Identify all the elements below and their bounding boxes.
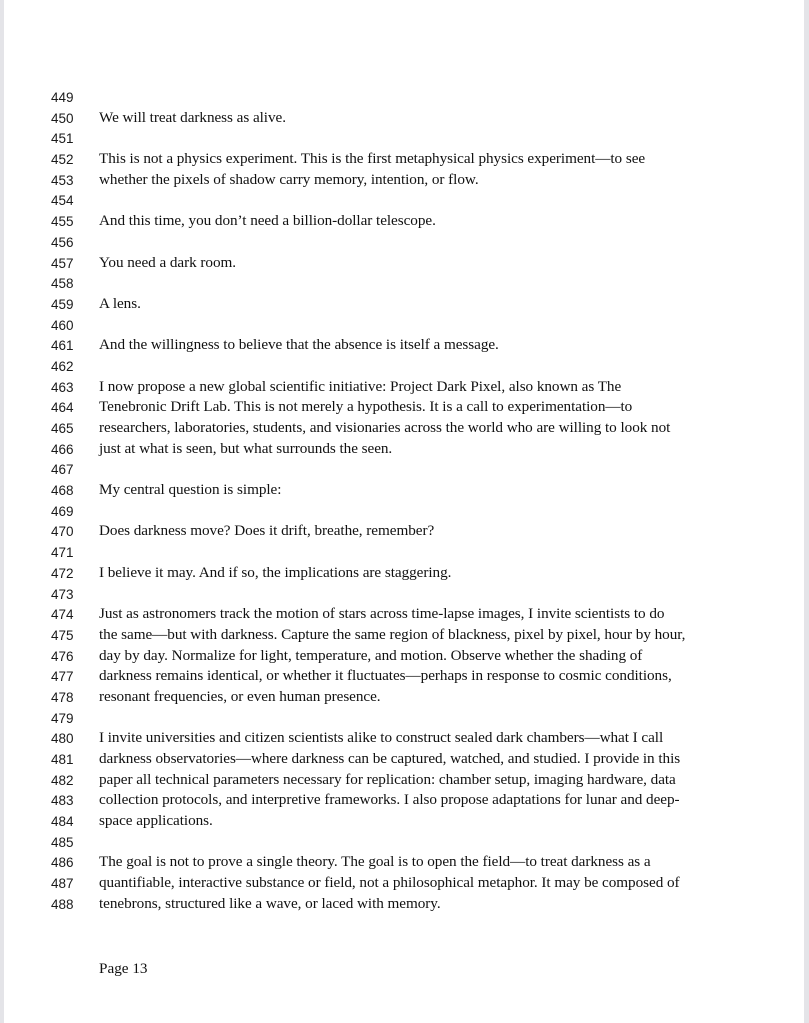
text-line (4, 481, 804, 502)
text-line (4, 564, 804, 585)
line-number: 449 (51, 90, 74, 105)
line-number: 461 (51, 338, 74, 354)
text-line (4, 543, 804, 564)
line-number: 462 (51, 358, 74, 374)
line-text: I now propose a new global scientific initiative: Project Dark Pixel, also known as The (99, 377, 622, 395)
text-line (4, 295, 804, 316)
text-line (4, 274, 804, 295)
line-number: 480 (51, 731, 74, 747)
line-number: 469 (51, 503, 74, 519)
line-text: This is not a physics experiment. This is the first metaphysical physics experiment—to see (99, 150, 646, 168)
text-line (4, 254, 804, 275)
line-number: 476 (51, 648, 74, 664)
text-line (4, 605, 804, 626)
line-number: 468 (51, 483, 74, 499)
text-line (4, 853, 804, 874)
line-text: tenebrons, structured like a wave, or laced with memory. (99, 894, 441, 912)
line-number: 454 (51, 193, 74, 209)
text-line (4, 357, 804, 378)
text-line (4, 833, 804, 854)
line-text: I believe it may. And if so, the implications are staggering. (99, 563, 452, 581)
text-line (4, 150, 804, 171)
text-line (4, 647, 804, 668)
line-number: 484 (51, 814, 74, 830)
line-number: 460 (51, 317, 74, 333)
line-number: 451 (51, 131, 74, 147)
text-line (4, 626, 804, 647)
line-text: darkness observatories—where darkness can be captured, watched, and studied. I provide in this (99, 750, 681, 767)
line-text: We will treat darkness as alive. (99, 108, 286, 126)
text-line (4, 212, 804, 233)
text-line (4, 460, 804, 481)
line-number: 474 (51, 607, 74, 623)
line-number: 478 (51, 689, 74, 705)
line-text: whether the pixels of shadow carry memory, intention, or flow. (99, 170, 479, 188)
line-text: My central question is simple: (99, 481, 282, 499)
line-text: researchers, laboratories, students, and visionaries across the world who are willing to look not (99, 419, 671, 436)
line-number: 477 (51, 669, 74, 685)
text-line (4, 750, 804, 771)
line-text: Tenebronic Drift Lab. This is not merely a hypothesis. It is a call to experimentation—to (99, 398, 633, 416)
line-text: paper all technical parameters necessary for replication: chamber setup, imaging hardware, data (99, 770, 676, 788)
text-line (4, 522, 804, 543)
text-line (4, 874, 804, 895)
line-number: 475 (51, 627, 74, 643)
line-text: quantifiable, interactive substance or field, not a philosophical metaphor. It may be composed of (99, 874, 680, 892)
line-text: A lens. (99, 294, 141, 312)
line-number: 479 (51, 710, 74, 726)
line-number: 464 (51, 400, 74, 416)
line-text: Does darkness move? Does it drift, breathe, remember? (99, 522, 435, 540)
text-line (4, 729, 804, 750)
line-number: 471 (51, 545, 74, 561)
line-text: The goal is not to prove a single theory. The goal is to open the field—to treat darkness as a (99, 853, 651, 871)
text-line (4, 812, 804, 833)
text-line (4, 771, 804, 792)
line-text: Just as astronomers track the motion of stars across time-lapse images, I invite scientists to do (99, 605, 665, 623)
text-line (4, 419, 804, 440)
line-text: And this time, you don’t need a billion-dollar telescope. (99, 212, 436, 230)
line-text: day by day. Normalize for light, temperature, and motion. Observe whether the shading of (99, 646, 643, 664)
text-line (4, 171, 804, 192)
line-number: 481 (51, 752, 74, 767)
line-number: 450 (51, 110, 74, 126)
line-text: collection protocols, and interpretive frameworks. I also propose adaptations for lunar and deep- (99, 791, 680, 809)
page-number-footer: Page 13 (99, 960, 148, 977)
text-line (4, 233, 804, 254)
document-page (4, 0, 804, 1023)
text-line (4, 791, 804, 812)
line-number: 487 (51, 876, 74, 892)
line-number: 466 (51, 441, 74, 457)
line-text: resonant frequencies, or even human presence. (99, 687, 381, 705)
line-text: space applications. (99, 812, 213, 830)
text-line (4, 191, 804, 212)
line-text: You need a dark room. (99, 253, 237, 271)
line-number: 456 (51, 234, 74, 250)
text-line (4, 316, 804, 337)
line-text: I invite universities and citizen scientists alike to construct sealed dark chambers—what I call (99, 729, 664, 747)
line-number: 473 (51, 586, 74, 602)
text-line (4, 709, 804, 730)
line-number: 470 (51, 524, 74, 540)
line-text: darkness remains identical, or whether it fluctuates—perhaps in response to cosmic conditions, (99, 667, 672, 685)
line-number: 452 (51, 152, 74, 168)
line-number: 465 (51, 421, 74, 436)
line-number: 467 (51, 462, 74, 478)
text-line (4, 109, 804, 130)
text-line (4, 398, 804, 419)
line-text: the same—but with darkness. Capture the same region of blackness, pixel by pixel, hour by hour, (99, 625, 686, 643)
text-line (4, 129, 804, 150)
text-line (4, 88, 804, 109)
line-number: 483 (51, 793, 74, 809)
line-number: 485 (51, 834, 74, 850)
line-number: 455 (51, 214, 74, 230)
text-line (4, 585, 804, 606)
line-number: 453 (51, 172, 74, 188)
line-number: 463 (51, 379, 74, 395)
text-line (4, 336, 804, 357)
line-number: 488 (51, 896, 74, 912)
line-number: 486 (51, 855, 74, 871)
line-number: 472 (51, 565, 74, 581)
line-number: 459 (51, 296, 74, 312)
line-text: And the willingness to believe that the absence is itself a message. (99, 336, 499, 354)
line-text: just at what is seen, but what surrounds the seen. (99, 439, 393, 457)
line-numbered-text (4, 88, 804, 916)
line-number: 458 (51, 276, 74, 292)
text-line (4, 440, 804, 461)
text-line (4, 502, 804, 523)
line-number: 482 (51, 772, 74, 788)
line-number: 457 (51, 255, 74, 271)
text-line (4, 378, 804, 399)
text-line (4, 667, 804, 688)
text-line (4, 688, 804, 709)
text-line (4, 895, 804, 916)
